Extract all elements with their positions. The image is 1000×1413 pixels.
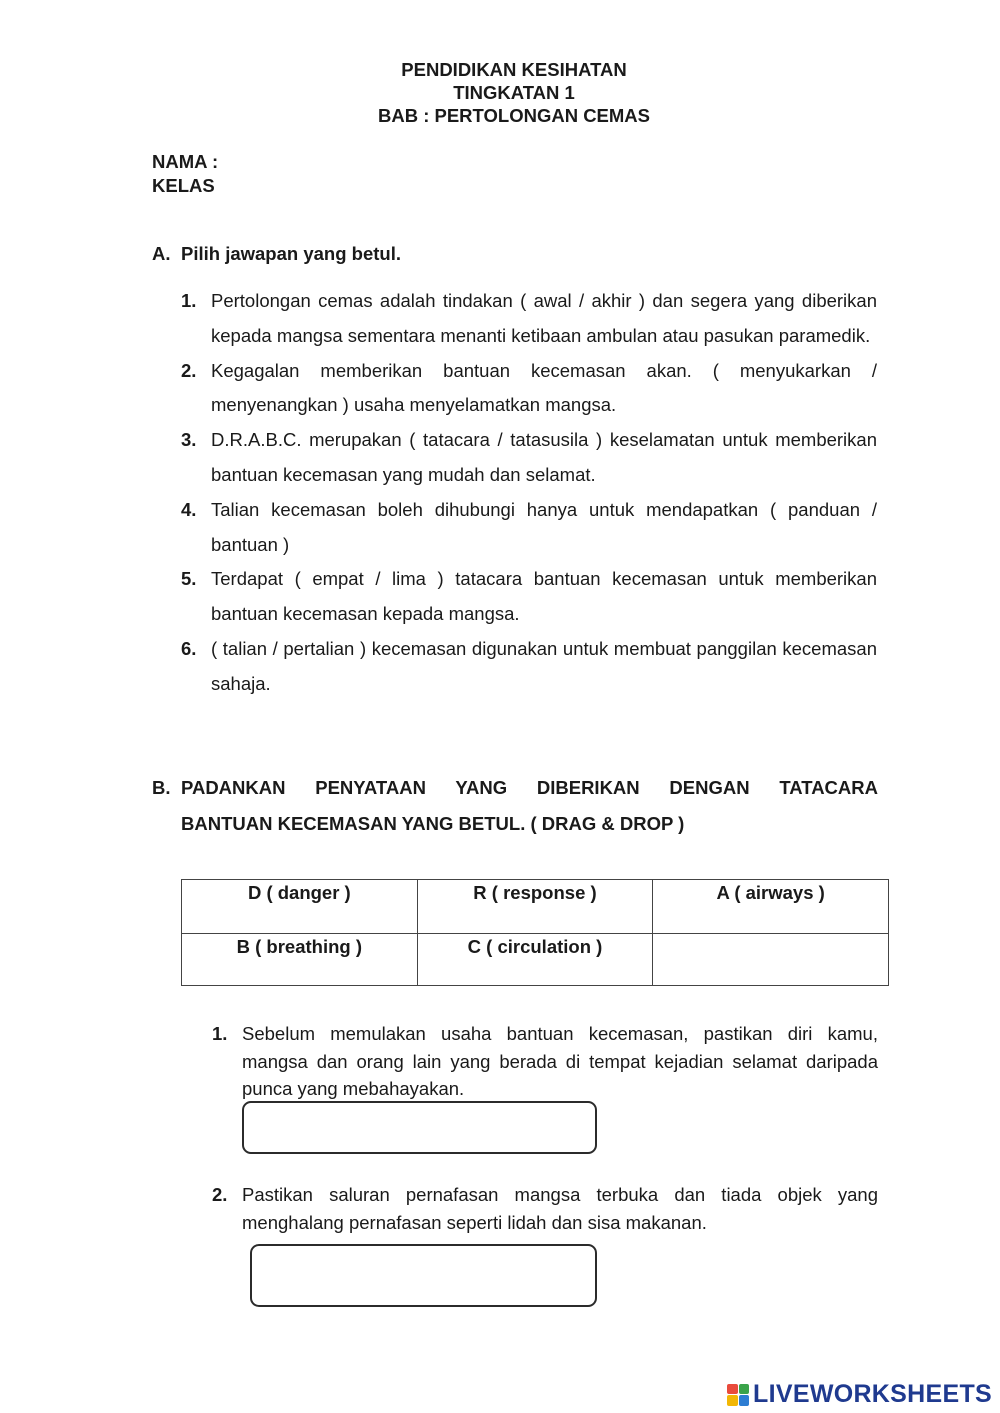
question-text: Sebelum memulakan usaha bantuan kecemasan, pastikan diri kamu, mangsa dan orang lain yang berada di tempat kejadian selamat daripada punca yang mebahayakan. bbox=[242, 1023, 878, 1099]
question-item bbox=[181, 284, 877, 354]
worksheet-header bbox=[0, 58, 1000, 127]
question-number: 1. bbox=[212, 1023, 228, 1044]
subject-title: PENDIDIKAN KESIHATAN bbox=[401, 59, 627, 80]
question-item bbox=[181, 423, 877, 493]
question-number: 3. bbox=[181, 429, 197, 451]
section-b-title-line2: BANTUAN KECEMASAN YANG BETUL. ( DRAG & DROP ) bbox=[181, 813, 685, 834]
section-b-heading bbox=[152, 770, 878, 842]
matching-question bbox=[212, 1181, 878, 1236]
section-a-label: A. bbox=[152, 243, 171, 264]
question-number: 6. bbox=[181, 637, 197, 659]
question-text[interactable]: Pertolongan cemas adalah tindakan ( awal / akhir ) dan segera yang diberikan kepada mangsa sementara menanti ketibaan ambulan atau pasukan paramedik. bbox=[211, 290, 877, 346]
question-item bbox=[181, 493, 877, 563]
question-number: 5. bbox=[181, 568, 197, 590]
student-info bbox=[152, 150, 218, 198]
question-text[interactable]: ( talian / pertalian ) kecemasan digunakan untuk membuat panggilan kecemasan sahaja. bbox=[211, 637, 877, 694]
name-label: NAMA : bbox=[152, 151, 219, 172]
logo-square bbox=[727, 1384, 738, 1395]
section-b-title-line1: PADANKAN PENYATAAN YANG DIBERIKAN DENGAN TATACARA bbox=[181, 777, 878, 798]
question-item bbox=[181, 562, 877, 632]
question-number: 2. bbox=[212, 1184, 228, 1205]
chapter-title: BAB : PERTOLONGAN CEMAS bbox=[377, 105, 651, 126]
brand-name: LIVEWORKSHEETS bbox=[753, 1380, 992, 1408]
drag-option-breathing[interactable]: B ( breathing ) bbox=[182, 934, 418, 986]
question-text[interactable]: Terdapat ( empat / lima ) tatacara bantuan kecemasan untuk memberikan bantuan kecemasan kepada mangsa. bbox=[211, 568, 877, 625]
section-a-heading bbox=[152, 243, 401, 265]
drag-option-circulation[interactable]: C ( circulation ) bbox=[417, 934, 653, 986]
drag-option-danger[interactable]: D ( danger ) bbox=[182, 880, 418, 934]
question-number: 4. bbox=[181, 498, 197, 520]
drop-zone-1[interactable] bbox=[242, 1101, 597, 1154]
liveworksheets-logo-icon bbox=[727, 1384, 749, 1406]
question-text[interactable]: D.R.A.B.C. merupakan ( tatacara / tatasusila ) keselamatan untuk memberikan bantuan kecemasan yang mudah dan selamat. bbox=[211, 429, 877, 485]
form-level: TINGKATAN 1 bbox=[453, 82, 575, 103]
logo-square bbox=[739, 1395, 750, 1406]
drag-option-airways[interactable]: A ( airways ) bbox=[653, 880, 889, 934]
logo-square bbox=[727, 1395, 738, 1406]
section-b-label: B. bbox=[152, 777, 171, 798]
liveworksheets-brand bbox=[727, 1380, 992, 1409]
section-a-title: Pilih jawapan yang betul. bbox=[181, 243, 401, 264]
question-number: 1. bbox=[181, 290, 197, 311]
question-text[interactable]: Talian kecemasan boleh dihubungi hanya untuk mendapatkan ( panduan / bantuan ) bbox=[211, 498, 877, 555]
question-text: Pastikan saluran pernafasan mangsa terbuka dan tiada objek yang menghalang pernafasan seperti lidah dan sisa makanan. bbox=[242, 1184, 878, 1233]
section-a-questions bbox=[181, 284, 877, 702]
drop-zone-2[interactable] bbox=[250, 1244, 597, 1307]
empty-cell bbox=[653, 934, 889, 986]
class-label: KELAS bbox=[152, 175, 215, 196]
question-item bbox=[181, 354, 877, 424]
matching-question bbox=[212, 1020, 878, 1103]
drag-options-table bbox=[181, 879, 889, 986]
question-text[interactable]: Kegagalan memberikan bantuan kecemasan akan. ( menyukarkan / menyenangkan ) usaha menyelamatkan mangsa. bbox=[211, 359, 877, 416]
drag-option-response[interactable]: R ( response ) bbox=[417, 880, 653, 934]
question-item bbox=[181, 632, 877, 702]
question-number: 2. bbox=[181, 359, 197, 381]
logo-square bbox=[739, 1384, 750, 1395]
